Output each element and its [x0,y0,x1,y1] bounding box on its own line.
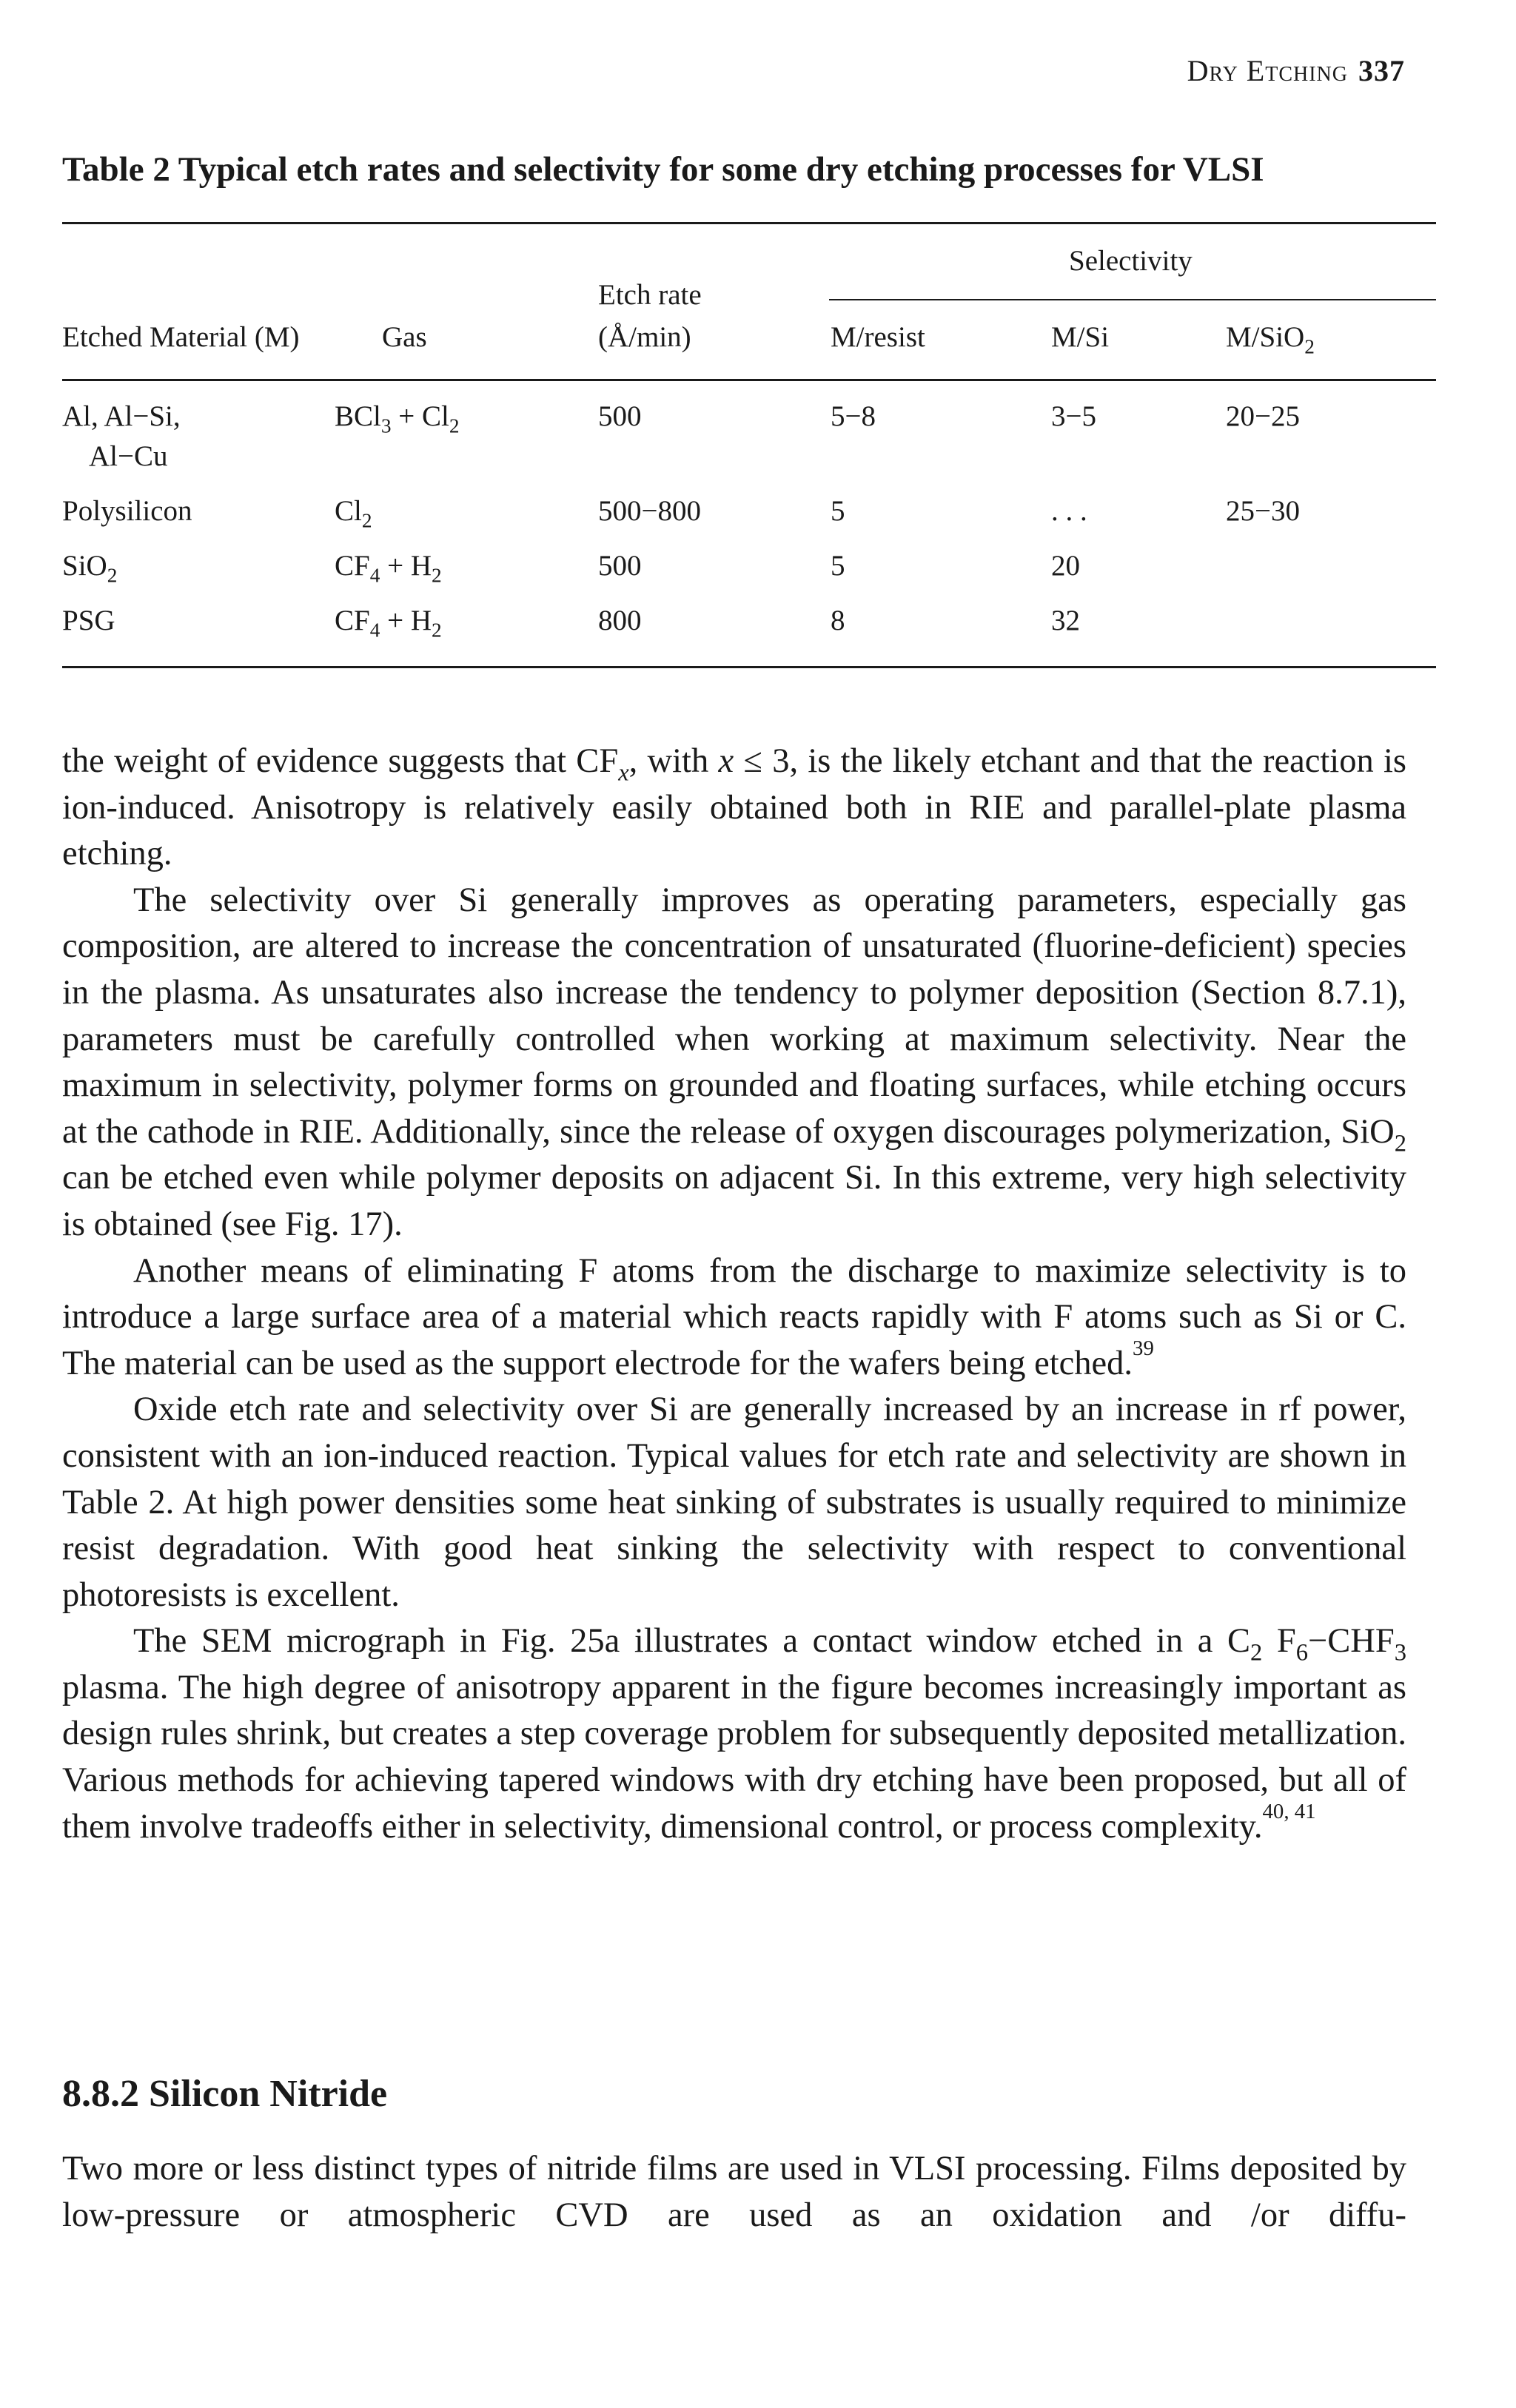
table-cell-m-sio2: 25−30 [1226,495,1300,527]
paragraph: Oxide etch rate and selectivity over Si are generally increased by an increase in rf power, consistent with an ion-induced reaction. Typical values for etch rate and selectivity are shown in Table 2. At high power densities some heat sinking of substrates is usually required to minimize resist degradation. With good heat sinking the selectivity with respect to conventional photoresists is excellent. [62,1390,1406,1614]
paragraph: the weight of evidence suggests that $CF_x$, with x ≤ 3, is the likely etchant and that the reaction is ion-induced. Anisotropy is relatively easily obtained both in RIE and parallel-plate plasma etching. [62,742,1407,873]
page-number: 337 [1358,54,1405,87]
m-sio2-header: M/SiO$_2$ [1226,321,1315,358]
table-caption: Table 2 Typical etch rates and selectivity for some dry etching processes for VLSI [62,150,1264,189]
table-cell-gas: $BCl_3 + Cl_2$ [335,400,460,437]
body-text [62,739,1406,1850]
table-cell-m-si: 20 [1051,550,1080,582]
table-cell-m-si: . . . [1051,495,1087,527]
paragraph: Another means of eliminating F atoms from the discharge to maximize selectivity is to introduce a large surface area of a material which reacts rapidly with F atoms such as Si or C. The material can be used as the support electrode for the wafers being etched.$^{39}$ [62,1251,1406,1382]
table-bottom-rule [62,666,1436,668]
gas-header: Gas [382,321,427,353]
m-resist-header: M/resist [831,321,925,353]
etched-material-header: Etched Material (M) [62,321,300,353]
table-cell-m-si: 3−5 [1051,400,1096,432]
table-cell-m-resist: 5 [831,550,845,582]
table-cell-material-cont: Al−Cu [89,440,168,472]
table-cell-m-resist: 8 [831,605,845,636]
section-body [62,2146,1406,2239]
table-cell-m-si: 32 [1051,605,1080,636]
table-cell-material: PSG [62,605,115,636]
m-si-header: M/Si [1051,321,1110,353]
table-cell-material: Polysilicon [62,495,192,527]
running-head [1187,53,1405,88]
table-header-rule [62,379,1436,381]
table-cell-m-sio2: 20−25 [1226,400,1300,432]
table-cell-material: Al, Al−Si, [62,400,181,432]
table-cell-gas: $CF_4 + H_2$ [335,550,442,587]
etch-rate-header-line1: Etch rate [598,279,702,311]
footnote-ref: 40, 41 [1262,1799,1316,1823]
table-cell-material: SiO$_2$ [62,550,118,587]
table-cell-gas: $Cl_2$ [335,495,372,532]
table-cell-etch-rate: 800 [598,605,642,636]
etch-rate-header-line2: (Å/min) [598,321,691,353]
selectivity-rule [829,299,1436,300]
selectivity-header: Selectivity [1069,245,1193,277]
table-cell-etch-rate: 500−800 [598,495,701,527]
footnote-ref: 39 [1133,1336,1154,1360]
section-heading: 8.8.2 Silicon Nitride [62,2073,388,2115]
table-cell-gas: $CF_4 + H_2$ [335,605,442,642]
table-cell-etch-rate: 500 [598,550,642,582]
paragraph: Two more or less distinct types of nitride films are used in VLSI processing. Films deposited by low-pressure or atmospheric CVD are used as an oxidation and /or diffu- [62,2150,1406,2234]
table-top-rule [62,222,1436,224]
table-cell-m-resist: 5−8 [831,400,876,432]
paragraph: The SEM micrograph in Fig. 25a illustrates a contact window etched in a $C_2$ $F_6-CHF_3$ plasma. The high degree of anisotropy apparent in the figure becomes increasingly important as design rules shrink, but creates a step coverage problem for subsequently deposited metallization. Various methods for achieving tapered windows with dry etching have been proposed, but all of them involve tradeoffs either in selectivity, dimensional control, or process complexity.$^{40, 41}$ [62,1622,1406,1846]
table-cell-etch-rate: 500 [598,400,642,432]
table-cell-m-resist: 5 [831,495,845,527]
paragraph: The selectivity over Si generally improves as operating parameters, especially gas composition, are altered to increase the concentration of unsaturated (fluorine-deficient) species in the plasma. As unsaturates also increase the tendency to polymer deposition (Section 8.7.1), parameters must be carefully controlled when working at maximum selectivity. Near the maximum in selectivity, polymer forms on grounded and floating surfaces, while etching occurs at the cathode in RIE. Additionally, since the release of oxygen discourages polymerization, SiO$_2$ can be etched even while polymer deposits on adjacent Si. In this extreme, very high selectivity is obtained (see Fig. 17). [62,881,1406,1243]
running-head-title: Dry Etching [1187,54,1348,87]
